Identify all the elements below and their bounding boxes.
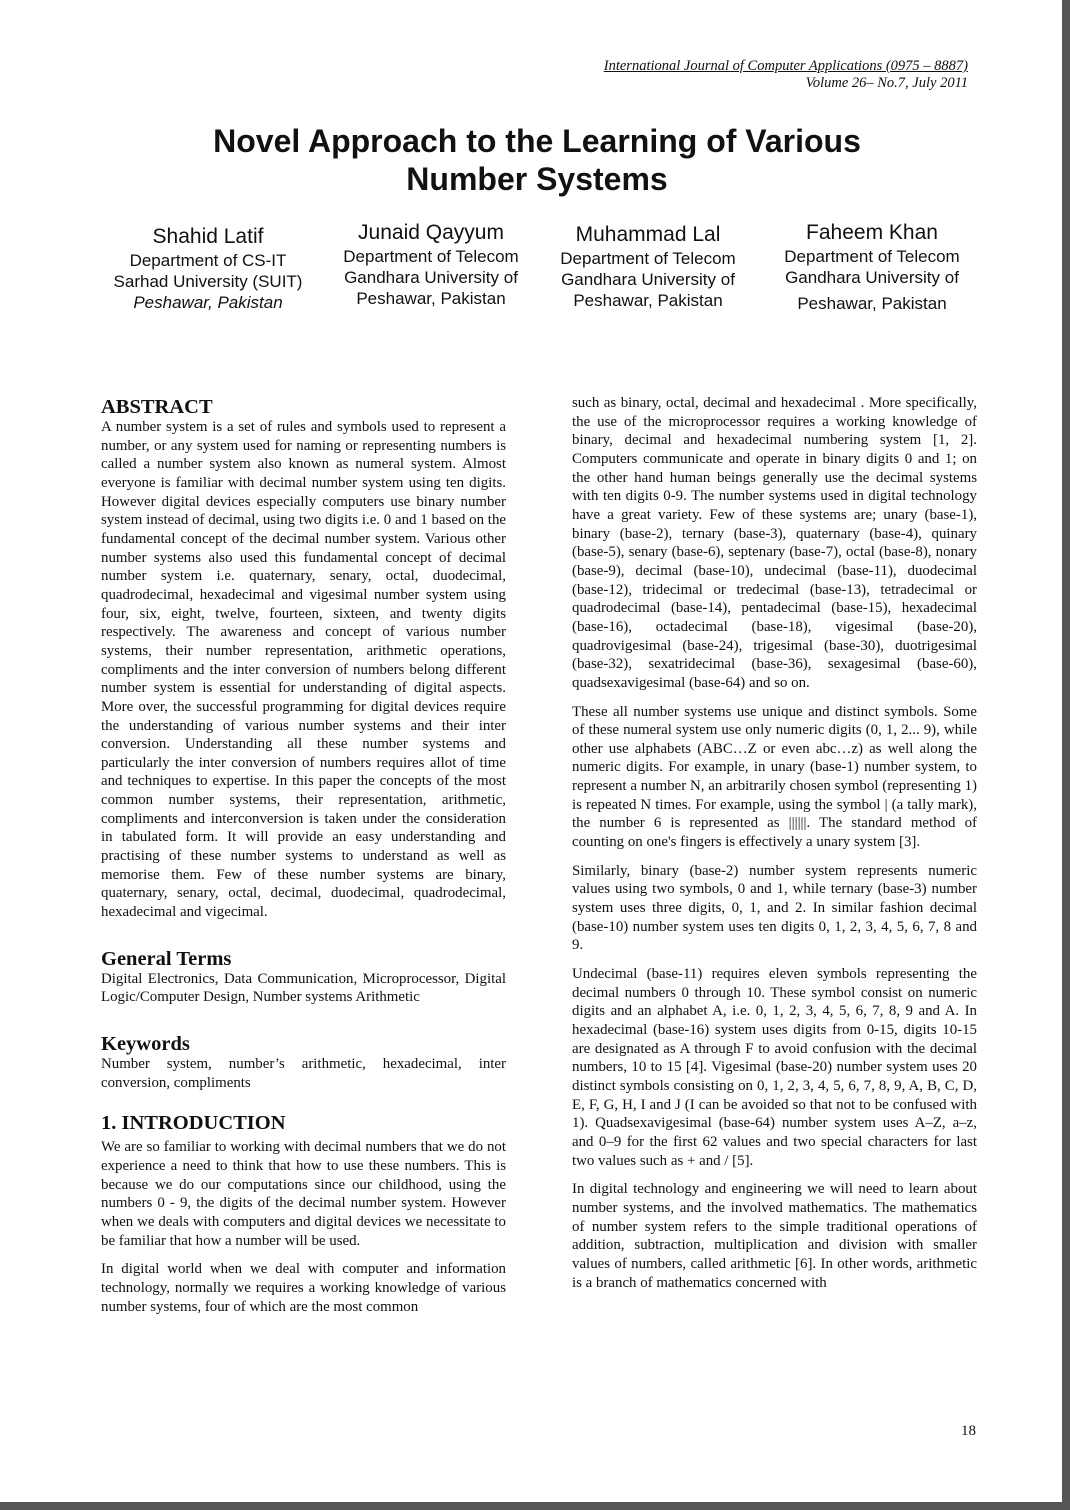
- keywords-text: Number system, number’s arithmetic, hexadecimal, inter conversion, compliments: [101, 1056, 506, 1091]
- author-dept: Department of CS-IT: [129, 251, 287, 270]
- abstract-text: A number system is a set of rules and symbols used to represent a number, or any system used for naming or representing numbers is called a number system also known as numeral system. Almost everyone is familiar with decimal number system using ten digits. However digital devices especially computers use binary number system instead of decimal, using two digits i.e. 0 and 1 based on the fundamental concept of the decimal number system. Various other number systems also used this fundamental concept of decimal number system i.e. quaternary, senary, octal, duodecimal, quadrodecimal, hexadecimal and vigesimal number system using four, six, eight, twelve, fourteen, sixteen, and twenty digits respectively. The awareness and concept of various number systems, their number representation, arithmetic operations, compliments and the inter conversion of numbers belong different number system is essential for understanding of digital aspects. More over, the successful programming for digital devices require the understanding of various number systems and their inter conversion. Understanding all these number systems and particularly the inter conversion of numbers requires allot of time and techniques to expertise. In this paper the concepts of the most common number systems, their representation, arithmetic, compliments and interconversion is taken under the consideration in tabulated form. It will provide an easy understanding and practising of these number systems to understand as well as memorise them. Few of these number systems are binary, quaternary, senary, octal, decimal, duodecimal, quadrodecimal, hexadecimal and vigecimal.: [101, 419, 506, 921]
- author-city: Peshawar, Pakistan: [797, 294, 947, 313]
- right-paragraph-4: Undecimal (base-11) requires eleven symbols representing the decimal numbers 0 through 10. These symbol consist on numeric digits and an alphabet A, i.e. 0, 1, 2, 3, 4, 5, 6, 7, 8, 9 and A. In hexadecimal (base-16) system uses digits from 0-15, digits 10-15 are designated as A through F to avoid confusion with the decimal numbers, 10 to 15 [4]. Vigesimal (base-20) number system uses 20 distinct symbols consisting on 0, 1, 2, 3, 4, 5, 6, 7, 8, 9, A, B, C, D, E, F, G, H, I and J (I can be avoided so that not to be confused with 1). Quadsexavigesimal (base-64) number system uses A–Z, a–z, and 0–9 for the first 62 values and two special characters for last two values such as + and / [5].: [572, 966, 977, 1169]
- introduction-section: [101, 1112, 506, 1316]
- paper-title: [0, 122, 1062, 198]
- right-paragraph-1: such as binary, octal, decimal and hexadecimal . More specifically, the use of the microprocessor requires a working knowledge of binary, decimal and hexadecimal numbering system [1, 2]. Computers communicate and operate in binary digits 0 and 1; on the other hand human beings generally use the decimal systems with ten digits 0-9. The number systems used in digital technology have a great variety. Few of these systems are; unary (base-1), binary (base-2), ternary (base-3), quaternary (base-4), quinary (base-5), senary (base-6), septenary (base-7), octal (base-8), nonary (base-9), decimal (base-10), undecimal (base-11), duodecimal (base-12), tridecimal or tredecimal (base-13), tetradecimal or quadrodecimal (base-14), pentadecimal (base-15), hexadecimal (base-16), octadecimal (base-18), vigesimal (base-20), quadrovigesimal (base-24), trigesimal (base-30), duotrigesimal (base-32), sexatridecimal (base-36), sexagesimal (base-60), quadsexavigesimal (base-64) and so on.: [572, 395, 977, 691]
- journal-name: International Journal of Computer Applications (0975 – 8887): [603, 58, 968, 74]
- keywords-section: [101, 1033, 506, 1092]
- general-terms-section: [101, 948, 506, 1007]
- author-name: Faheem Khan: [806, 221, 938, 244]
- right-paragraph-2: These all number systems use unique and distinct symbols. Some of these numeral system use only numeric digits (0, 1, 2... 9), while other use alphabets (ABC…Z or even abc…z) as well along the numeric digits. For example, in unary (base-1) number system, to represent a number N, an arbitrarily chosen symbol (representing 1) is repeated N times. For example, using the symbol | (a tally mark), the number 6 is represented as ||||||. The standard method of counting on one's fingers is effectively a unary system [3].: [572, 703, 977, 851]
- introduction-paragraph-1: We are so familiar to working with decimal numbers that we do not experience a need to think that how to use these numbers. This is because we do our computations since our childhood, using the numbers 0 - 9, the digits of the decimal number system. However when we deals with computers and digital devices we necessitate to be familiar that how a number will be used.: [101, 1139, 506, 1249]
- right-column: [572, 394, 977, 1302]
- author-block-1: [93, 224, 323, 313]
- author-city: Peshawar, Pakistan: [133, 293, 283, 312]
- author-block-2: [316, 220, 546, 309]
- title-line-1: Novel Approach to the Learning of Various: [213, 123, 861, 159]
- author-city: Peshawar, Pakistan: [356, 289, 506, 308]
- author-block-3: [533, 222, 763, 311]
- left-column: [101, 396, 506, 1326]
- general-terms-text: Digital Electronics, Data Communication, Microprocessor, Digital Logic/Computer Design, Number systems Arithmetic: [101, 970, 506, 1006]
- author-dept: Department of Telecom: [560, 249, 736, 268]
- author-univ: Gandhara University of: [785, 268, 959, 287]
- author-dept: Department of Telecom: [784, 247, 960, 266]
- author-univ: Sarhad University (SUIT): [113, 272, 303, 291]
- author-city: Peshawar, Pakistan: [573, 291, 723, 310]
- introduction-paragraph-2: In digital world when we deal with computer and information technology, normally we requires a working knowledge of various number systems, four of which are the most common: [101, 1261, 506, 1315]
- page-number: 18: [961, 1423, 976, 1439]
- general-terms-heading: General Terms: [101, 947, 232, 970]
- title-line-2: Number Systems: [406, 161, 668, 197]
- author-univ: Gandhara University of: [561, 270, 735, 289]
- author-name: Shahid Latif: [152, 225, 264, 248]
- right-paragraph-3: Similarly, binary (base-2) number system represents numeric values using two symbols, 0 and 1, while ternary (base-3) number system uses three digits, 0, 1, and 2. In similar fashion decimal (base-10) number system uses ten digits 0, 1, 2, 3, 4, 5, 6, 7, 8 and 9.: [572, 862, 977, 954]
- journal-volume: Volume 26– No.7, July 2011: [805, 75, 968, 91]
- introduction-heading: 1. INTRODUCTION: [101, 1112, 286, 1135]
- author-univ: Gandhara University of: [344, 268, 518, 287]
- author-name: Junaid Qayyum: [358, 221, 504, 244]
- abstract-heading: ABSTRACT: [101, 396, 213, 418]
- keywords-heading: Keywords: [101, 1033, 190, 1056]
- right-paragraph-5: In digital technology and engineering we will need to learn about number systems, and the involved mathematics. The mathematics of number system refers to the simple traditional operations of addition, subtraction, multiplication and division with smaller values of numbers, called arithmetic [6]. In other words, arithmetic is a branch of mathematics concerned with: [572, 1181, 977, 1291]
- journal-header: [604, 58, 968, 92]
- author-block-4: [757, 220, 987, 314]
- author-dept: Department of Telecom: [343, 247, 519, 266]
- author-name: Muhammad Lal: [575, 223, 721, 246]
